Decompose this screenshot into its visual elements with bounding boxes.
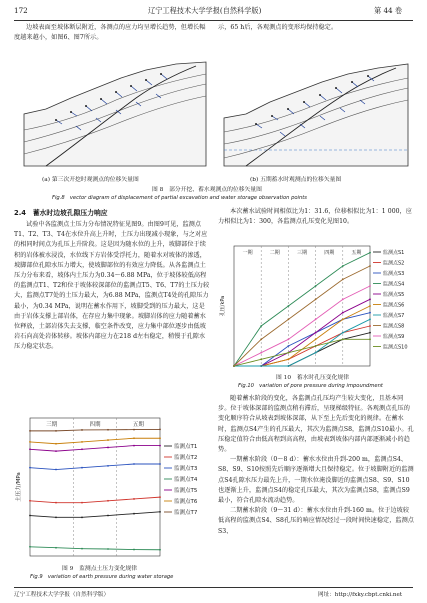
phase-label: 二期 — [269, 250, 280, 256]
data-point — [369, 252, 371, 254]
data-point — [159, 511, 161, 513]
data-point — [342, 318, 344, 320]
figure-8b-subcaption: (b) 五期蓄水时观测点的位移矢量图 — [250, 177, 342, 183]
section-heading: 2.4 蓄水时边坡孔隙压力响应 — [14, 209, 108, 217]
figure-9-caption-en: Fig.9 variation of earth pressure during water storage — [30, 574, 174, 580]
y-axis-label: 土压力/MPa — [16, 472, 22, 502]
volume-label: 第 44 卷 — [374, 6, 403, 15]
legend-entry: 监测点S7 — [383, 313, 405, 319]
series-line — [30, 446, 160, 452]
data-point — [29, 430, 31, 432]
series-line — [30, 429, 160, 430]
right-paragraph-4: 二期蓄水阶段（9～31 d）：蓄水水位由升到-160 m。位于边坡较低高程的监测点S4、S8孔压的响应情况经过一段时间快速稳定，监测点S3、 — [218, 507, 414, 535]
data-point — [107, 515, 109, 517]
figure-10-caption-en: Fig.10 variation of pore pressure during impoundment — [238, 383, 383, 389]
data-point — [260, 365, 262, 367]
data-point — [29, 546, 31, 548]
data-point — [107, 439, 109, 441]
phase-label: 五期 — [132, 422, 144, 428]
figure-8a — [16, 54, 212, 172]
data-point — [159, 437, 161, 439]
figure-8a-subcaption: (a) 第三次开挖时观测点的位移矢量图 — [42, 177, 139, 183]
data-point — [81, 516, 83, 518]
figure-10-caption: 图 10 蓄水时孔压变化规律 — [276, 375, 349, 381]
top-text-right: 示，65 h后，各观测点的变形均保持稳定。 — [218, 24, 338, 31]
phase-label: 三期 — [46, 422, 58, 428]
data-point — [29, 515, 31, 517]
data-point — [369, 338, 371, 340]
legend-entry: 监测点T3 — [174, 466, 198, 472]
legend-entry: 监测点T5 — [174, 488, 198, 494]
data-point — [315, 285, 317, 287]
data-point — [133, 437, 135, 439]
data-point — [55, 450, 57, 452]
data-point — [369, 305, 371, 307]
pore-pressure-chart — [218, 240, 414, 372]
series-line — [30, 512, 160, 518]
series-line — [234, 286, 370, 366]
data-point — [315, 298, 317, 300]
legend-entry: 监测点T2 — [174, 455, 198, 461]
data-point — [288, 365, 290, 367]
data-point — [55, 516, 57, 518]
phase-label: 五期 — [351, 250, 362, 256]
data-point — [288, 305, 290, 307]
data-point — [288, 345, 290, 347]
data-point — [133, 513, 135, 515]
series-line — [30, 464, 160, 470]
data-point — [342, 332, 344, 334]
data-point — [342, 298, 344, 300]
footer-url: 网址：http://fxky.cbpt.cnki.net — [318, 592, 403, 598]
data-point — [260, 338, 262, 340]
data-point — [159, 549, 161, 551]
data-point — [107, 500, 109, 502]
top-text-left: 边坡表面至坡体断层附近，各测点的应力均呈增长趋势，但增长幅度越来越小，如图6、图7所示。 — [14, 24, 206, 42]
data-point — [55, 430, 57, 432]
figure-8b-graphic — [218, 54, 414, 172]
data-point — [81, 548, 83, 550]
data-point — [342, 338, 344, 340]
data-point — [133, 463, 135, 465]
plot-frame — [234, 246, 370, 366]
legend-entry: 监测点S2 — [383, 260, 405, 267]
data-point — [159, 429, 161, 431]
data-point — [315, 318, 317, 320]
data-point — [133, 549, 135, 551]
phase-label: 三期 — [296, 250, 308, 256]
data-point — [159, 445, 161, 447]
data-point — [55, 469, 57, 471]
journal-title: 辽宁工程技术大学学报(自然科学版) — [148, 6, 262, 15]
data-point — [369, 312, 371, 314]
data-point — [29, 441, 31, 443]
data-point — [260, 358, 262, 360]
data-point — [288, 352, 290, 354]
data-point — [107, 429, 109, 431]
plot-frame — [30, 418, 160, 556]
figure-8-caption: 图 8 部分开挖、蓄水观测点的位移矢量图 — [152, 187, 262, 193]
legend-entry: 监测点T1 — [174, 444, 198, 450]
legend-entry: 监测点T7 — [174, 510, 198, 516]
phase-label: 一期 — [242, 250, 253, 256]
data-point — [81, 441, 83, 443]
series-line — [30, 547, 160, 550]
footer-journal: 辽宁工程技术大学学报（自然科学版） — [14, 592, 110, 598]
data-point — [369, 285, 371, 287]
data-point — [107, 548, 109, 550]
data-point — [55, 502, 57, 504]
data-point — [233, 365, 235, 367]
header-rule — [14, 20, 413, 21]
data-point — [315, 345, 317, 347]
figure-8a-graphic — [16, 54, 212, 172]
earth-pressure-chart — [14, 412, 210, 562]
data-point — [260, 325, 262, 327]
data-point — [29, 448, 31, 450]
data-point — [159, 496, 161, 498]
legend-entry: 监测点S1 — [383, 250, 405, 256]
data-point — [55, 443, 57, 445]
data-point — [107, 465, 109, 467]
data-point — [288, 338, 290, 340]
right-intro-text: 本次蓄水试验时间相似比为1：31.6，位移相似比为1：1 000，应力相似比为1：300，各监测点孔压变化见图10。 — [218, 208, 413, 226]
figure-8-caption-en: Fig.8 vector diagram of displacement of partial excavation and water storage observation points — [52, 195, 308, 201]
phase-label: 四期 — [89, 422, 101, 428]
figure-9 — [14, 412, 210, 562]
data-point — [29, 500, 31, 502]
left-body-text: 试验中各监测点土压力分布情况特征见图9。由图9可见，监测点T1、T2、T3、T4在水位升高上升时，土压力出现减小现象，与之对应的相同时间点为孔压上升阶段。这是因为随水位的上升，坡脚部位于续积的岩体被水浸没，水位线下方岩体受浮托力，随着水对坡体的渗透，坡脚部位孔隙水压力增大，使坡脚部位的有效应力降低。从各监测点土压力分布来看，坡体内土压力为0.34～6.88 MPa，位于坡体较低高程的监测点T1、T2和位于坡体较深部位的监测点T5、T6、T7的土压力较大，监测点T7处的土压力最大，为6.88 MPa，监测点T4处的孔隙压力最小，为0.34 MPa，说明在蓄水作用下，坡脚受到的压力最大，这是由于岩体支撑上部岩体，在存应力集中现象。坡脚岩体的应力随着蓄水位释放，土部岩体失去支撑，临空条件改变，应力集中部位逐步由低坡岩石向高处岩体转移。坡体内部应力在218 d左右稳定，稍慢于孔隙水压力稳定状态。 — [14, 221, 210, 351]
data-point — [81, 429, 83, 431]
data-point — [369, 332, 371, 334]
data-point — [159, 463, 161, 465]
right-paragraph-3: 一期蓄水阶段（0～8 d）：蓄水水位由升到-200 m，监测点S4、S8、S9、S10按照先后顺序逐渐增大且保持稳定。位于坡脚附近的监测点S4孔隙水压力最先上升，一期水位淹没脚近的监测点S8、S9、S10也逐渐上升，监测点S4的稳定孔压最大，其次为监测点S8，监测点S9最小，符合孔隙水流动趋势。 — [218, 456, 414, 505]
data-point — [260, 352, 262, 354]
footer-rule — [14, 587, 413, 588]
data-point — [107, 447, 109, 449]
data-point — [133, 498, 135, 500]
data-point — [369, 265, 371, 267]
legend-entry: 监测点T4 — [174, 477, 198, 483]
right-body-text — [218, 394, 414, 584]
series-line — [30, 438, 160, 444]
series-line — [30, 497, 160, 503]
data-point — [369, 318, 371, 320]
data-point — [315, 338, 317, 340]
data-point — [342, 265, 344, 267]
legend-entry: 监测点S10 — [383, 344, 408, 351]
data-point — [315, 332, 317, 334]
legend-entry: 监测点S8 — [383, 323, 405, 330]
legend-entry: 监测点S4 — [383, 281, 405, 288]
y-axis-label: 孔压/kPa — [220, 295, 226, 317]
legend-entry: 监测点S3 — [383, 271, 405, 277]
data-point — [133, 445, 135, 447]
figure-8b — [218, 54, 414, 172]
legend-entry: 监测点S6 — [383, 302, 405, 309]
legend-entry: 监测点S9 — [383, 334, 405, 340]
data-point — [369, 298, 371, 300]
data-point — [81, 467, 83, 469]
data-point — [288, 358, 290, 360]
figure-10 — [218, 240, 414, 372]
data-point — [315, 352, 317, 354]
data-point — [133, 429, 135, 431]
data-point — [81, 502, 83, 504]
phase-label: 四期 — [324, 250, 335, 256]
data-point — [81, 448, 83, 450]
data-point — [288, 318, 290, 320]
legend-entry: 监测点T6 — [174, 499, 198, 505]
data-point — [342, 312, 344, 314]
data-point — [29, 467, 31, 469]
right-paragraph-2: 随着蓄水阶段的变化，各监测点孔压均产生较大变化，且基本同步。位于坡体深部的监测点稍有滞后，呈现梯级特征。各观测点孔压的变化顺序符合从坡表到坡体深部，从下至上先后变化的规律。在蓄水时，监测点S4产生的孔压最大，其次为监测点S8，监测点S10最小。孔压稳定值符合由低高程到高高程，由坡表到坡体内部内部逐渐减小的趋势。 — [218, 395, 414, 454]
data-point — [342, 278, 344, 280]
legend-entry: 监测点S5 — [383, 292, 405, 298]
figure-9-caption: 图 9 监测点土压力变化规律 — [62, 566, 138, 572]
data-point — [369, 325, 371, 327]
data-point — [55, 547, 57, 549]
page-number: 172 — [14, 6, 28, 15]
